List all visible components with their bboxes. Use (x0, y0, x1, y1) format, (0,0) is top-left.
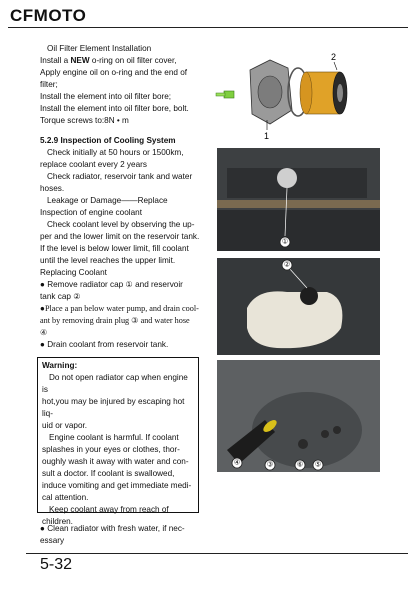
reservoir-tank-icon (247, 291, 342, 348)
bullet-line: essary (40, 536, 65, 545)
header-divider (8, 27, 408, 28)
cooling-heading: 5.2.9 Inspection of Cooling System (40, 136, 176, 145)
cooling-line: per and the lower limit on the reservoir tank. (40, 232, 200, 241)
radiator-cap-icon (277, 168, 297, 188)
footer-divider (26, 553, 408, 554)
warning-line: cal attention. (42, 493, 89, 502)
callout-water-hose: ④ (233, 459, 241, 467)
oil-filter-diagram (210, 40, 360, 140)
brand-logo: CFMOTO (10, 6, 87, 25)
page-number: 5-32 (40, 556, 73, 573)
warning-title: Warning: (42, 361, 78, 370)
filter-element-icon (300, 72, 347, 114)
filter-line: Install the element into oil filter bore, bolt. (40, 104, 189, 113)
filter-line: Apply engine oil on o-ring and the end of (40, 68, 188, 77)
warning-line: splashes in your eyes or clothes, thor- (42, 445, 180, 454)
callout-1: 1 (264, 131, 270, 140)
callout-5: ⑤ (314, 461, 322, 469)
warning-line: sult a doctor. If coolant is swallowed, (42, 469, 175, 478)
filter-line: Torque screws to:8N • m (40, 116, 129, 125)
cooling-line: If the level is below lower limit, fill coolant (40, 244, 189, 253)
final-bullet-block (40, 523, 220, 547)
drain-plug-icon (298, 439, 308, 449)
cooling-line: Replacing Coolant (40, 268, 107, 277)
callout-6: ⑥ (296, 461, 304, 469)
bullet-line: ● Clean radiator with fresh water, if nec- (40, 524, 185, 533)
filter-line-1: Install a NEW o-ring on oil filter cover, (40, 56, 177, 65)
reservoir-photo-art (217, 258, 380, 355)
warning-line: induce vomiting and get immediate medi- (42, 481, 192, 490)
callout-2: 2 (331, 52, 337, 62)
warning-box (37, 357, 199, 526)
radiator-photo (217, 148, 380, 251)
bullet-line: ●Place a pan below water pump, and drain cool- (40, 304, 199, 313)
bullet-line: ● Remove radiator cap ① and reservoir (40, 280, 183, 289)
cooling-line: replace coolant every 2 years (40, 160, 147, 169)
cooling-line: Inspection of engine coolant (40, 208, 142, 217)
bullet-line: ant by removing drain plug ③ and water hose (40, 316, 190, 325)
filter-line: Install the element into oil filter bore; (40, 92, 172, 101)
bullet-line: ④ (40, 328, 48, 337)
water-pump-callouts (217, 455, 380, 485)
callout-radiator-cap: ① (281, 238, 289, 246)
filter-text-block (40, 43, 212, 127)
cooling-line: Check coolant level by observing the up- (47, 220, 195, 229)
bolt-icon (216, 91, 234, 98)
cooling-line: until the level reaches the upper limit. (40, 256, 176, 265)
callout-drain-plug: ③ (266, 461, 274, 469)
cooling-line: Check radiator, reservoir tank and water (47, 172, 193, 181)
reservoir-photo (217, 258, 380, 355)
warning-line: uid or vapor. (42, 421, 88, 430)
radiator-photo-art (217, 148, 380, 251)
cooling-line: Leakage or Damage——Replace (47, 196, 168, 205)
reservoir-cap-icon (300, 287, 318, 305)
warning-line: hot,you may be injured by escaping hot liq- (42, 397, 185, 418)
warning-line: children. (42, 517, 73, 526)
filter-title: Oil Filter Element Installation (47, 44, 152, 53)
callout-reservoir-cap: ② (283, 261, 291, 269)
filter-cover-icon (250, 60, 292, 124)
warning-line: oughly wash it away with water and con- (42, 457, 189, 466)
cooling-line: Check initially at 50 hours or 1500km, (47, 148, 184, 157)
filter-line: filter; (40, 80, 58, 89)
warning-line: Keep coolant away from reach of (49, 505, 169, 514)
cooling-text-block (40, 135, 220, 351)
warning-line: Engine coolant is harmful. If coolant (49, 433, 179, 442)
cooling-line: hoses. (40, 184, 65, 193)
warning-line: Do not open radiator cap when engine is (42, 373, 188, 394)
bullet-line: ● Drain coolant from reservoir tank. (40, 340, 169, 349)
bullet-line: tank cap ② (40, 292, 81, 301)
